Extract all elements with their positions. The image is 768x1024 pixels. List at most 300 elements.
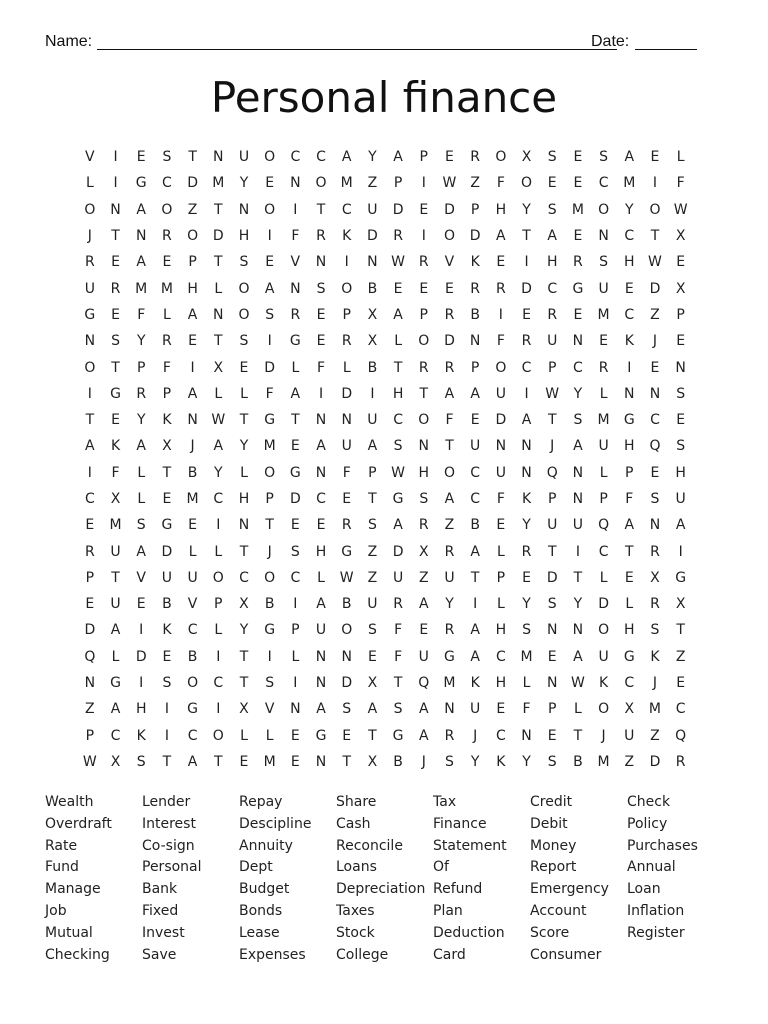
grid-letter[interactable]: W <box>391 464 406 481</box>
grid-letter[interactable]: A <box>470 385 480 402</box>
grid-letter[interactable]: I <box>216 648 221 665</box>
grid-letter[interactable]: H <box>392 385 404 402</box>
grid-letter[interactable]: Y <box>239 438 249 455</box>
grid-letter[interactable]: P <box>85 569 95 586</box>
grid-letter[interactable]: E <box>650 464 660 481</box>
grid-letter[interactable]: E <box>445 149 454 166</box>
grid-letter[interactable]: U <box>598 438 609 455</box>
grid-letter[interactable]: F <box>496 175 505 192</box>
grid-letter[interactable]: O <box>443 464 455 481</box>
grid-letter[interactable]: H <box>238 228 250 245</box>
grid-letter[interactable]: I <box>421 175 426 192</box>
grid-letter[interactable]: D <box>444 201 455 218</box>
grid-letter[interactable]: D <box>212 228 224 245</box>
grid-letter[interactable]: N <box>572 333 584 350</box>
grid-letter[interactable]: P <box>496 569 506 586</box>
grid-letter[interactable]: Z <box>367 175 378 192</box>
grid-letter[interactable]: O <box>212 727 224 744</box>
grid-letter[interactable]: S <box>342 701 352 718</box>
grid-letter[interactable]: B <box>162 596 172 613</box>
grid-letter[interactable]: U <box>110 543 121 560</box>
grid-letter[interactable]: Z <box>418 569 429 586</box>
grid-letter[interactable]: R <box>573 254 583 271</box>
grid-letter[interactable]: D <box>495 412 507 429</box>
grid-letter[interactable]: Y <box>214 464 223 481</box>
grid-letter[interactable]: S <box>367 517 377 534</box>
grid-letter[interactable]: S <box>393 438 403 455</box>
grid-letter[interactable]: E <box>547 175 557 192</box>
grid-letter[interactable]: S <box>239 333 249 350</box>
grid-letter[interactable]: O <box>495 359 507 376</box>
grid-letter[interactable]: L <box>240 464 248 481</box>
grid-letter[interactable]: E <box>162 254 172 271</box>
grid-letter[interactable]: X <box>239 596 249 613</box>
grid-letter[interactable]: O <box>238 280 250 297</box>
grid-letter[interactable]: G <box>623 412 635 429</box>
grid-letter[interactable]: L <box>265 727 274 744</box>
grid-letter[interactable]: L <box>163 306 171 323</box>
grid-letter[interactable]: C <box>393 412 403 429</box>
grid-letter[interactable]: Q <box>84 648 96 665</box>
grid-letter[interactable]: V <box>444 254 455 271</box>
grid-letter[interactable]: F <box>676 175 685 192</box>
grid-letter[interactable]: Y <box>239 622 249 639</box>
grid-letter[interactable]: N <box>546 622 558 639</box>
grid-letter[interactable]: Y <box>522 753 531 770</box>
grid-letter[interactable]: L <box>625 596 634 613</box>
grid-letter[interactable]: A <box>85 438 95 455</box>
grid-letter[interactable]: T <box>342 753 351 770</box>
grid-letter[interactable]: I <box>524 385 529 402</box>
grid-letter[interactable]: Z <box>675 648 686 665</box>
grid-letter[interactable]: Y <box>522 596 531 613</box>
grid-letter[interactable]: E <box>136 596 146 613</box>
grid-letter[interactable]: L <box>214 543 223 560</box>
grid-letter[interactable]: I <box>267 228 272 245</box>
grid-letter[interactable]: T <box>470 569 480 586</box>
grid-letter[interactable]: E <box>496 254 506 271</box>
grid-letter[interactable]: T <box>162 753 172 770</box>
grid-letter[interactable]: S <box>547 149 557 166</box>
grid-letter[interactable]: T <box>85 412 95 429</box>
grid-letter[interactable]: I <box>524 254 529 271</box>
grid-letter[interactable]: E <box>419 622 429 639</box>
grid-letter[interactable]: Y <box>573 385 583 402</box>
grid-letter[interactable]: Y <box>470 753 480 770</box>
grid-letter[interactable]: B <box>573 753 583 770</box>
grid-letter[interactable]: M <box>109 517 122 534</box>
grid-letter[interactable]: V <box>85 149 95 166</box>
grid-letter[interactable]: E <box>136 149 146 166</box>
grid-letter[interactable]: A <box>418 727 429 744</box>
grid-letter[interactable]: X <box>650 569 660 586</box>
grid-letter[interactable]: G <box>315 727 327 744</box>
grid-letter[interactable]: E <box>162 648 172 665</box>
grid-letter[interactable]: I <box>113 149 118 166</box>
grid-letter[interactable]: R <box>444 306 455 323</box>
grid-letter[interactable]: S <box>111 333 120 350</box>
grid-letter[interactable]: N <box>290 701 301 718</box>
grid-letter[interactable]: T <box>239 648 249 665</box>
grid-letter[interactable]: S <box>265 306 275 323</box>
grid-letter[interactable]: J <box>190 438 195 455</box>
grid-letter[interactable]: R <box>470 149 481 166</box>
grid-letter[interactable]: T <box>547 412 557 429</box>
grid-letter[interactable]: O <box>187 228 199 245</box>
grid-letter[interactable]: U <box>495 464 506 481</box>
grid-letter[interactable]: T <box>368 491 377 507</box>
grid-letter[interactable]: G <box>161 517 173 534</box>
grid-letter[interactable]: T <box>214 201 223 218</box>
grid-letter[interactable]: A <box>341 149 352 166</box>
grid-letter[interactable]: T <box>162 464 172 481</box>
grid-letter[interactable]: H <box>546 254 558 271</box>
grid-letter[interactable]: N <box>418 438 430 455</box>
grid-letter[interactable]: S <box>445 753 454 770</box>
grid-letter[interactable]: S <box>676 438 686 455</box>
grid-letter[interactable]: M <box>340 175 353 192</box>
grid-letter[interactable]: M <box>597 412 610 429</box>
grid-letter[interactable]: C <box>470 464 481 481</box>
grid-letter[interactable]: T <box>214 333 223 350</box>
grid-letter[interactable]: I <box>652 175 658 192</box>
grid-letter[interactable]: I <box>216 517 221 534</box>
grid-letter[interactable]: X <box>367 306 378 323</box>
grid-letter[interactable]: U <box>444 569 455 586</box>
grid-letter[interactable]: K <box>470 254 480 271</box>
grid-letter[interactable]: G <box>392 491 404 507</box>
grid-letter[interactable]: H <box>187 280 198 297</box>
grid-letter[interactable]: L <box>214 622 223 639</box>
grid-letter[interactable]: D <box>135 648 147 665</box>
grid-letter[interactable]: X <box>367 675 378 692</box>
grid-letter[interactable]: B <box>470 306 480 323</box>
grid-letter[interactable]: E <box>573 306 583 323</box>
grid-letter[interactable]: E <box>624 569 634 586</box>
grid-letter[interactable]: I <box>678 543 683 560</box>
grid-letter[interactable]: T <box>239 543 249 560</box>
grid-letter[interactable]: K <box>110 438 121 455</box>
grid-letter[interactable]: K <box>624 333 634 350</box>
grid-letter[interactable]: S <box>136 517 146 534</box>
grid-letter[interactable]: A <box>316 596 326 613</box>
grid-letter[interactable]: U <box>418 648 429 665</box>
grid-letter[interactable]: E <box>265 254 275 271</box>
grid-letter[interactable]: C <box>290 149 301 166</box>
grid-letter[interactable]: N <box>624 385 635 402</box>
grid-letter[interactable]: I <box>164 727 169 744</box>
grid-letter[interactable]: Z <box>470 175 480 192</box>
grid-letter[interactable]: N <box>213 306 224 323</box>
grid-letter[interactable]: Z <box>650 727 660 744</box>
grid-letter[interactable]: S <box>393 701 403 718</box>
grid-letter[interactable]: J <box>267 543 272 560</box>
grid-letter[interactable]: C <box>598 543 609 560</box>
grid-letter[interactable]: H <box>135 701 147 718</box>
grid-letter[interactable]: H <box>495 622 507 639</box>
grid-letter[interactable]: H <box>675 464 686 481</box>
grid-letter[interactable]: D <box>392 201 404 218</box>
grid-letter[interactable]: T <box>676 622 685 639</box>
grid-letter[interactable]: E <box>547 648 557 665</box>
grid-letter[interactable]: D <box>84 622 96 639</box>
grid-letter[interactable]: Q <box>649 438 661 455</box>
grid-letter[interactable]: R <box>521 543 532 560</box>
grid-letter[interactable]: K <box>521 491 532 507</box>
grid-letter[interactable]: O <box>598 701 610 718</box>
grid-letter[interactable]: M <box>597 306 610 323</box>
grid-letter[interactable]: E <box>188 333 198 350</box>
grid-letter[interactable]: U <box>367 201 378 218</box>
grid-letter[interactable]: A <box>290 385 301 402</box>
grid-letter[interactable]: R <box>521 333 532 350</box>
grid-letter[interactable]: T <box>111 569 120 586</box>
grid-letter[interactable]: R <box>84 543 95 560</box>
grid-letter[interactable]: L <box>240 385 248 402</box>
grid-letter[interactable]: R <box>650 596 660 613</box>
grid-letter[interactable]: N <box>521 438 532 455</box>
grid-letter[interactable]: Z <box>85 701 95 718</box>
grid-letter[interactable]: W <box>545 385 560 402</box>
grid-letter[interactable]: P <box>419 306 428 323</box>
grid-letter[interactable]: X <box>213 359 224 376</box>
grid-letter[interactable]: S <box>547 753 557 770</box>
grid-letter[interactable]: I <box>293 201 298 218</box>
grid-letter[interactable]: R <box>444 727 455 744</box>
grid-letter[interactable]: O <box>212 569 224 586</box>
grid-letter[interactable]: Z <box>650 306 660 323</box>
grid-letter[interactable]: C <box>675 701 686 718</box>
grid-letter[interactable]: O <box>84 201 96 218</box>
grid-letter[interactable]: F <box>522 701 531 718</box>
grid-letter[interactable]: E <box>624 280 634 297</box>
grid-letter[interactable]: O <box>341 622 353 639</box>
grid-letter[interactable]: U <box>341 438 352 455</box>
grid-letter[interactable]: A <box>470 543 480 560</box>
grid-letter[interactable]: A <box>136 201 146 218</box>
grid-letter[interactable]: J <box>652 333 658 350</box>
grid-letter[interactable]: O <box>521 175 533 192</box>
grid-letter[interactable]: C <box>341 201 352 218</box>
grid-letter[interactable]: I <box>473 596 478 613</box>
grid-letter[interactable]: A <box>521 412 532 429</box>
grid-letter[interactable]: P <box>676 306 685 323</box>
grid-letter[interactable]: O <box>418 412 430 429</box>
grid-letter[interactable]: O <box>264 201 276 218</box>
grid-letter[interactable]: X <box>418 543 429 560</box>
grid-letter[interactable]: X <box>675 228 686 245</box>
grid-letter[interactable]: D <box>187 175 198 192</box>
grid-letter[interactable]: K <box>496 753 506 770</box>
grid-letter[interactable]: C <box>316 149 326 166</box>
grid-letter[interactable]: A <box>110 701 121 718</box>
grid-letter[interactable]: V <box>136 569 146 586</box>
grid-letter[interactable]: N <box>315 412 327 429</box>
grid-letter[interactable]: K <box>599 675 609 692</box>
grid-letter[interactable]: R <box>675 753 686 770</box>
grid-letter[interactable]: S <box>316 280 326 297</box>
grid-letter[interactable]: H <box>315 543 327 560</box>
grid-letter[interactable]: W <box>673 201 688 218</box>
grid-letter[interactable]: X <box>110 491 121 507</box>
grid-letter[interactable]: G <box>572 280 584 297</box>
grid-letter[interactable]: H <box>624 438 635 455</box>
grid-letter[interactable]: I <box>267 648 272 665</box>
grid-letter[interactable]: U <box>84 280 95 297</box>
grid-letter[interactable]: P <box>547 491 557 507</box>
grid-letter[interactable]: O <box>238 306 250 323</box>
grid-letter[interactable]: F <box>342 464 351 481</box>
grid-letter[interactable]: U <box>547 517 558 534</box>
grid-letter[interactable]: S <box>522 622 531 639</box>
grid-letter[interactable]: T <box>111 228 120 245</box>
grid-letter[interactable]: M <box>160 280 173 297</box>
grid-letter[interactable]: B <box>367 280 378 297</box>
grid-letter[interactable]: L <box>317 569 325 586</box>
grid-letter[interactable]: G <box>392 727 404 744</box>
grid-letter[interactable]: E <box>419 201 429 218</box>
grid-letter[interactable]: M <box>443 675 456 692</box>
grid-letter[interactable]: A <box>316 701 326 718</box>
grid-letter[interactable]: V <box>187 596 198 613</box>
grid-letter[interactable]: I <box>87 464 92 481</box>
grid-letter[interactable]: E <box>111 254 120 271</box>
grid-letter[interactable]: E <box>393 280 403 297</box>
grid-letter[interactable]: G <box>110 675 121 692</box>
grid-letter[interactable]: P <box>419 149 428 166</box>
grid-letter[interactable]: D <box>521 280 532 297</box>
grid-letter[interactable]: B <box>187 464 198 481</box>
grid-letter[interactable]: R <box>393 596 403 613</box>
grid-letter[interactable]: T <box>393 675 403 692</box>
grid-letter[interactable]: E <box>547 727 557 744</box>
grid-letter[interactable]: L <box>496 596 505 613</box>
grid-letter[interactable]: L <box>394 333 402 350</box>
grid-letter[interactable]: K <box>650 648 660 665</box>
grid-letter[interactable]: T <box>573 569 583 586</box>
grid-letter[interactable]: E <box>522 569 531 586</box>
grid-letter[interactable]: T <box>419 385 429 402</box>
grid-letter[interactable]: C <box>547 280 558 297</box>
grid-letter[interactable]: M <box>263 753 276 770</box>
grid-letter[interactable]: L <box>522 675 531 692</box>
grid-letter[interactable]: U <box>392 569 404 586</box>
grid-letter[interactable]: J <box>473 727 478 744</box>
grid-letter[interactable]: U <box>675 491 686 507</box>
grid-letter[interactable]: N <box>110 201 121 218</box>
grid-letter[interactable]: T <box>393 359 403 376</box>
grid-letter[interactable]: O <box>649 201 661 218</box>
grid-letter[interactable]: U <box>161 569 173 586</box>
grid-letter[interactable]: O <box>418 333 430 350</box>
grid-letter[interactable]: S <box>162 149 172 166</box>
grid-letter[interactable]: A <box>418 701 429 718</box>
grid-letter[interactable]: A <box>418 596 429 613</box>
grid-letter[interactable]: Y <box>136 333 146 350</box>
grid-letter[interactable]: W <box>211 412 226 429</box>
grid-letter[interactable]: E <box>573 175 583 192</box>
grid-letter[interactable]: D <box>649 753 661 770</box>
grid-letter[interactable]: N <box>238 201 250 218</box>
grid-letter[interactable]: E <box>239 359 249 376</box>
grid-letter[interactable]: F <box>394 622 403 639</box>
grid-letter[interactable]: E <box>316 517 326 534</box>
grid-letter[interactable]: U <box>598 280 609 297</box>
date-field-line[interactable] <box>635 49 697 50</box>
grid-letter[interactable]: O <box>161 201 173 218</box>
grid-letter[interactable]: Z <box>367 543 378 560</box>
grid-letter[interactable]: N <box>315 753 327 770</box>
grid-letter[interactable]: R <box>84 254 95 271</box>
grid-letter[interactable]: L <box>111 648 120 665</box>
grid-letter[interactable]: O <box>598 622 610 639</box>
grid-letter[interactable]: Y <box>136 412 146 429</box>
grid-letter[interactable]: I <box>344 254 349 271</box>
grid-letter[interactable]: X <box>521 149 532 166</box>
grid-letter[interactable]: E <box>650 149 660 166</box>
grid-letter[interactable]: R <box>162 228 172 245</box>
grid-letter[interactable]: N <box>290 175 301 192</box>
grid-letter[interactable]: C <box>84 491 95 507</box>
grid-letter[interactable]: A <box>110 622 121 639</box>
grid-letter[interactable]: G <box>84 306 96 323</box>
grid-letter[interactable]: A <box>624 149 635 166</box>
grid-letter[interactable]: O <box>341 280 353 297</box>
grid-letter[interactable]: N <box>135 228 147 245</box>
grid-letter[interactable]: K <box>470 675 480 692</box>
grid-letter[interactable]: L <box>599 464 608 481</box>
grid-letter[interactable]: R <box>316 228 326 245</box>
grid-letter[interactable]: L <box>291 359 300 376</box>
grid-letter[interactable]: A <box>444 385 455 402</box>
grid-letter[interactable]: N <box>341 412 352 429</box>
grid-letter[interactable]: K <box>342 228 352 245</box>
grid-letter[interactable]: U <box>187 569 198 586</box>
grid-letter[interactable]: D <box>392 543 404 560</box>
grid-letter[interactable]: C <box>495 648 506 665</box>
grid-letter[interactable]: H <box>238 491 250 507</box>
grid-letter[interactable]: I <box>293 675 298 692</box>
grid-letter[interactable]: S <box>599 254 609 271</box>
grid-letter[interactable]: S <box>162 675 172 692</box>
grid-letter[interactable]: E <box>419 280 429 297</box>
grid-letter[interactable]: O <box>84 359 96 376</box>
grid-letter[interactable]: R <box>136 385 147 402</box>
grid-letter[interactable]: E <box>111 306 120 323</box>
grid-letter[interactable]: T <box>573 727 583 744</box>
grid-letter[interactable]: Y <box>445 596 454 613</box>
grid-letter[interactable]: E <box>290 438 300 455</box>
grid-letter[interactable]: R <box>470 280 481 297</box>
grid-letter[interactable]: J <box>601 727 606 744</box>
grid-letter[interactable]: N <box>315 675 327 692</box>
grid-letter[interactable]: C <box>162 175 172 192</box>
grid-letter[interactable]: R <box>418 359 429 376</box>
grid-letter[interactable]: C <box>624 228 635 245</box>
grid-letter[interactable]: U <box>238 149 250 166</box>
grid-letter[interactable]: N <box>315 464 327 481</box>
grid-letter[interactable]: N <box>649 517 661 534</box>
grid-letter[interactable]: E <box>85 517 95 534</box>
grid-letter[interactable]: G <box>289 464 301 481</box>
grid-letter[interactable]: R <box>418 517 429 534</box>
grid-letter[interactable]: O <box>264 569 276 586</box>
grid-letter[interactable]: N <box>572 491 584 507</box>
grid-letter[interactable]: I <box>139 675 144 692</box>
grid-letter[interactable]: P <box>599 491 608 507</box>
grid-letter[interactable]: T <box>265 517 274 534</box>
grid-letter[interactable]: E <box>290 517 300 534</box>
